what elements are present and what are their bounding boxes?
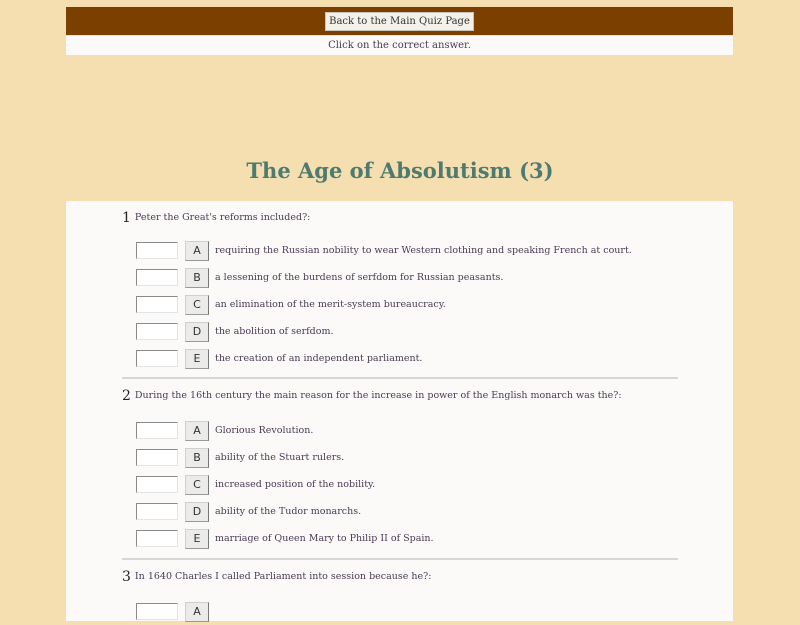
answer-feedback-box bbox=[136, 296, 178, 313]
back-to-main-quiz-button[interactable]: Back to the Main Quiz Page bbox=[325, 12, 474, 31]
answer-row-a bbox=[122, 598, 678, 625]
answer-row-a bbox=[122, 237, 678, 264]
answer-button-c[interactable]: C bbox=[185, 295, 209, 315]
answer-text: a lessening of the burdens of serfdom for Russian peasants. bbox=[215, 272, 504, 283]
quiz-panel bbox=[66, 201, 733, 621]
question-divider bbox=[122, 377, 678, 379]
answer-row-c bbox=[122, 471, 678, 498]
answer-text: marriage of Queen Mary to Philip II of Spain. bbox=[215, 533, 434, 544]
question-number: 1 bbox=[122, 210, 131, 226]
question-2 bbox=[122, 385, 678, 552]
answer-row-d bbox=[122, 498, 678, 525]
answer-row-b bbox=[122, 264, 678, 291]
answer-text: Glorious Revolution. bbox=[215, 425, 314, 436]
answer-text: ability of the Tudor monarchs. bbox=[215, 506, 362, 517]
answer-text: ability of the Stuart rulers. bbox=[215, 452, 345, 463]
question-number: 2 bbox=[122, 388, 131, 404]
top-nav-bar bbox=[66, 7, 733, 35]
answer-text: an elimination of the merit-system bureaucracy. bbox=[215, 299, 446, 310]
answer-row-e bbox=[122, 345, 678, 372]
answer-row-a bbox=[122, 417, 678, 444]
answer-feedback-box bbox=[136, 422, 178, 439]
answer-feedback-box bbox=[136, 242, 178, 259]
answer-feedback-box bbox=[136, 269, 178, 286]
answer-row-d bbox=[122, 318, 678, 345]
answer-button-b[interactable]: B bbox=[185, 268, 209, 288]
answer-button-d[interactable]: D bbox=[185, 322, 209, 342]
answer-text: increased position of the nobility. bbox=[215, 479, 376, 490]
answer-button-e[interactable]: E bbox=[185, 349, 209, 369]
page-title: The Age of Absolutism (3) bbox=[246, 158, 554, 183]
question-number: 3 bbox=[122, 569, 131, 585]
answer-button-e[interactable]: E bbox=[185, 529, 209, 549]
answer-text: requiring the Russian nobility to wear Western clothing and speaking French at court. bbox=[215, 245, 632, 256]
answer-text: the creation of an independent parliament. bbox=[215, 353, 423, 364]
answer-feedback-box bbox=[136, 503, 178, 520]
answer-feedback-box bbox=[136, 350, 178, 367]
answer-button-a[interactable]: A bbox=[185, 421, 209, 441]
answer-feedback-box bbox=[136, 603, 178, 620]
answer-button-c[interactable]: C bbox=[185, 475, 209, 495]
question-divider bbox=[122, 558, 678, 560]
instruction-text: Click on the correct answer. bbox=[328, 40, 471, 51]
question-3 bbox=[122, 566, 678, 625]
answer-row-e bbox=[122, 525, 678, 552]
answer-row-b bbox=[122, 444, 678, 471]
instruction-bar bbox=[66, 36, 733, 55]
answer-feedback-box bbox=[136, 476, 178, 493]
answer-button-b[interactable]: B bbox=[185, 448, 209, 468]
answer-row-c bbox=[122, 291, 678, 318]
answer-button-d[interactable]: D bbox=[185, 502, 209, 522]
answer-feedback-box bbox=[136, 323, 178, 340]
answer-feedback-box bbox=[136, 530, 178, 547]
answer-feedback-box bbox=[136, 449, 178, 466]
answer-button-a[interactable]: A bbox=[185, 241, 209, 261]
question-text: During the 16th century the main reason for the increase in power of the English monarch was the?: bbox=[134, 390, 622, 401]
question-text: In 1640 Charles I called Parliament into session because he?: bbox=[134, 571, 432, 582]
question-text: Peter the Great's reforms included?: bbox=[134, 212, 311, 223]
answer-button-a[interactable]: A bbox=[185, 602, 209, 622]
question-1 bbox=[122, 207, 678, 372]
answer-text: the abolition of serfdom. bbox=[215, 326, 334, 337]
